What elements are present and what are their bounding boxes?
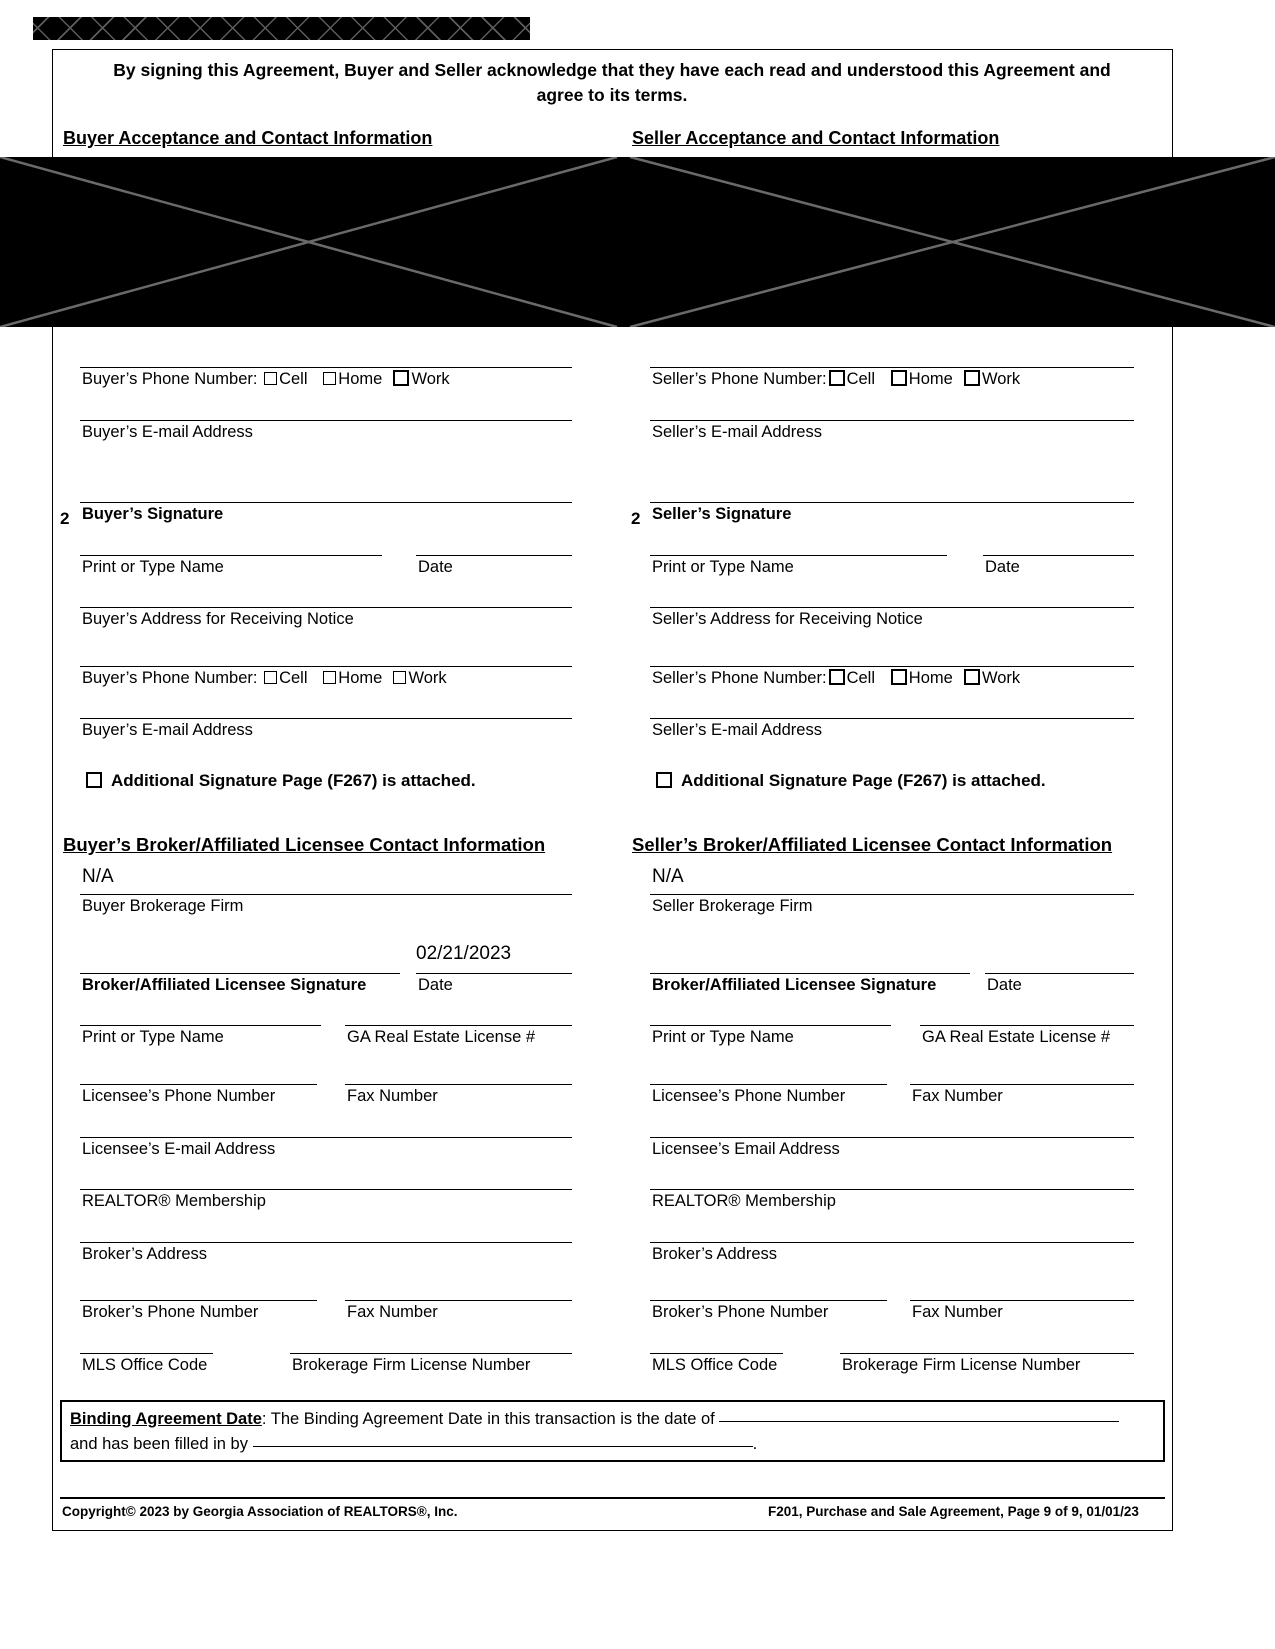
seller-phone-rule-2 [650,666,1134,667]
buyer-phone-rule-2 [80,666,572,667]
binding-agreement-title: Binding Agreement Date [70,1410,262,1428]
buyer-licensee-fax-label: Fax Number [347,1087,438,1105]
buyer-signature-rule [80,502,572,503]
seller-date-rule [983,555,1134,556]
buyer-phone-rule [80,367,572,368]
seller-mls-office-code-rule [650,1353,783,1354]
seller-broker-fax-label: Fax Number [912,1303,1003,1321]
acknowledgement-statement: By signing this Agreement, Buyer and Seller acknowledge that they have each read and understood this Agreement and agree to its terms. [113,60,1111,105]
seller-phone-label-2: Seller’s Phone Number: [652,669,827,687]
buyer-licensee-phone-label: Licensee’s Phone Number [82,1087,276,1105]
buyer-mls-office-code-rule [80,1353,213,1354]
buyer-broker-address-label: Broker’s Address [82,1245,208,1263]
seller-email-rule-2 [650,718,1134,719]
buyer-broker-date-value: 02/21/2023 [416,943,512,964]
buyer-brokerage-license-rule [290,1353,572,1354]
binding-agreement-line-2 [70,1432,757,1454]
buyer-acceptance-heading: Buyer Acceptance and Contact Information [63,128,433,148]
seller-broker-print-name-label: Print or Type Name [652,1028,794,1046]
buyer-realtor-membership-rule [80,1189,572,1190]
buyer-signature-label: Buyer’s Signature [82,505,224,523]
buyer-broker-phone-rule [80,1300,317,1301]
seller-broker-fax-rule [910,1300,1134,1301]
buyer-additional-signature-label: Additional Signature Page (F267) is attached. [111,771,476,790]
seller-mls-office-code-label: MLS Office Code [652,1356,778,1374]
seller-email-rule [650,420,1134,421]
buyer-broker-phone-label: Broker’s Phone Number [82,1303,259,1321]
seller-realtor-membership-rule [650,1189,1134,1190]
seller-phone-cell-checkbox[interactable] [829,370,845,386]
seller-phone-label: Seller’s Phone Number: [652,370,827,388]
seller-broker-phone-rule [650,1300,887,1301]
buyer-broker-license-label: GA Real Estate License # [347,1028,536,1046]
seller-phone-cell-label-2: Cell [846,669,876,687]
seller-print-name-label: Print or Type Name [652,558,794,576]
seller-address-rule [650,607,1134,608]
buyer-email-label-2: Buyer’s E-mail Address [82,721,253,739]
redaction-hatch-pattern [33,17,530,40]
buyer-phone-label-group [82,369,450,389]
binding-agreement-date-input[interactable] [719,1407,1119,1422]
footer-divider [60,1497,1165,1499]
seller-address-label: Seller’s Address for Receiving Notice [652,610,923,628]
buyer-realtor-membership-label: REALTOR® Membership [82,1192,266,1210]
seller-signature-number: 2 [631,509,641,528]
buyer-address-rule [80,607,572,608]
buyer-phone-work-label: Work [411,370,450,388]
seller-additional-signature-checkbox[interactable] [656,772,672,788]
buyer-broker-signature-label: Broker/Affiliated Licensee Signature [82,976,367,994]
seller-brokerage-license-rule [840,1353,1134,1354]
buyer-additional-signature-checkbox[interactable] [86,772,102,788]
buyer-address-label: Buyer’s Address for Receiving Notice [82,610,354,628]
seller-brokerage-firm-value: N/A [652,866,684,887]
seller-licensee-fax-label: Fax Number [912,1087,1003,1105]
seller-broker-address-label: Broker’s Address [652,1245,778,1263]
buyer-signature-number: 2 [60,509,70,528]
buyer-print-name-label: Print or Type Name [82,558,224,576]
buyer-broker-date-rule [416,973,572,974]
buyer-brokerage-firm-rule [80,894,572,895]
buyer-date-label: Date [418,558,453,576]
buyer-mls-office-code-label: MLS Office Code [82,1356,208,1374]
buyer-email-label: Buyer’s E-mail Address [82,423,253,441]
seller-phone-home-checkbox[interactable] [891,370,907,386]
buyer-phone-home-checkbox[interactable] [323,372,336,385]
buyer-phone-home-checkbox-2[interactable] [323,671,336,684]
buyer-additional-signature-page-row[interactable] [84,771,476,791]
binding-agreement-line-1 [70,1407,1119,1429]
redaction-mark-top [33,17,530,40]
buyer-broker-fax-rule [345,1300,572,1301]
seller-brokerage-license-label: Brokerage Firm License Number [842,1356,1081,1374]
binding-agreement-line-2-suffix: . [752,1435,758,1453]
buyer-phone-cell-label: Cell [279,370,308,388]
seller-phone-work-checkbox-2[interactable] [964,669,980,685]
buyer-phone-cell-checkbox[interactable] [264,372,277,385]
seller-licensee-fax-rule [910,1084,1134,1085]
buyer-broker-date-label: Date [418,976,453,994]
binding-agreement-line-2-text: and has been filled in by [70,1435,248,1453]
buyer-broker-address-rule [80,1242,572,1243]
seller-broker-address-rule [650,1242,1134,1243]
seller-broker-date-label: Date [987,976,1022,994]
buyer-date-rule [416,555,572,556]
seller-licensee-phone-label: Licensee’s Phone Number [652,1087,846,1105]
buyer-phone-cell-label-2: Cell [279,669,308,687]
buyer-phone-work-checkbox-2[interactable] [393,671,406,684]
buyer-broker-print-name-rule [80,1025,321,1026]
seller-signature-rule [650,502,1134,503]
binding-agreement-line-1-text: : The Binding Agreement Date in this transaction is the date of [261,1410,715,1428]
buyer-phone-label-2: Buyer’s Phone Number: [82,669,258,687]
redaction-mark-signature-block [0,157,1275,327]
seller-additional-signature-page-row[interactable] [654,771,1046,791]
buyer-brokerage-firm-value: N/A [82,866,114,887]
seller-phone-work-label-2: Work [981,669,1021,687]
seller-broker-print-name-rule [650,1025,891,1026]
buyer-broker-heading: Buyer’s Broker/Affiliated Licensee Contact Information [63,834,546,855]
seller-print-name-rule [650,555,947,556]
buyer-phone-cell-checkbox-2[interactable] [264,671,277,684]
buyer-email-rule [80,420,572,421]
seller-phone-work-checkbox[interactable] [964,370,980,386]
seller-phone-cell-label: Cell [846,370,876,388]
seller-acceptance-heading: Seller Acceptance and Contact Information [632,128,1000,148]
seller-signature-label: Seller’s Signature [652,505,792,523]
buyer-phone-label: Buyer’s Phone Number: [82,370,258,388]
buyer-email-rule-2 [80,718,572,719]
seller-phone-label-group-2 [652,668,1020,688]
buyer-brokerage-license-label: Brokerage Firm License Number [292,1356,531,1374]
buyer-broker-fax-label: Fax Number [347,1303,438,1321]
buyer-print-name-rule [80,555,382,556]
seller-phone-work-label: Work [981,370,1021,388]
seller-phone-home-label: Home [908,370,953,388]
seller-broker-signature-rule [650,973,970,974]
buyer-licensee-email-rule [80,1137,572,1138]
redaction-cross-lines [0,157,1275,327]
seller-broker-license-rule [920,1025,1134,1026]
seller-realtor-membership-label: REALTOR® Membership [652,1192,836,1210]
buyer-licensee-email-label: Licensee’s E-mail Address [82,1140,276,1158]
seller-email-label-2: Seller’s E-mail Address [652,721,822,739]
seller-phone-cell-checkbox-2[interactable] [829,669,845,685]
seller-additional-signature-label: Additional Signature Page (F267) is attached. [681,771,1046,790]
buyer-broker-print-name-label: Print or Type Name [82,1028,224,1046]
seller-broker-date-rule [985,973,1134,974]
seller-email-label: Seller’s E-mail Address [652,423,822,441]
seller-broker-license-label: GA Real Estate License # [922,1028,1111,1046]
buyer-phone-home-label: Home [338,370,383,388]
seller-broker-signature-label: Broker/Affiliated Licensee Signature [652,976,937,994]
buyer-broker-license-rule [345,1025,572,1026]
buyer-phone-label-group-2 [82,668,447,688]
seller-date-label: Date [985,558,1020,576]
seller-brokerage-firm-label: Seller Brokerage Firm [652,897,813,915]
buyer-licensee-fax-rule [345,1084,572,1085]
buyer-phone-work-checkbox[interactable] [393,370,409,386]
seller-brokerage-firm-rule [650,894,1134,895]
binding-agreement-box [60,1400,1165,1462]
seller-phone-rule [650,367,1134,368]
buyer-broker-signature-rule [80,973,400,974]
buyer-brokerage-firm-label: Buyer Brokerage Firm [82,897,244,915]
seller-phone-home-label-2: Home [908,669,953,687]
buyer-phone-work-label-2: Work [408,669,447,687]
seller-phone-home-checkbox-2[interactable] [891,669,907,685]
seller-broker-phone-label: Broker’s Phone Number [652,1303,829,1321]
seller-licensee-email-rule [650,1137,1134,1138]
binding-agreement-filled-by-input[interactable] [253,1432,753,1447]
buyer-licensee-phone-rule [80,1084,317,1085]
seller-broker-heading: Seller’s Broker/Affiliated Licensee Contact Information [632,834,1113,855]
seller-licensee-phone-rule [650,1084,887,1085]
seller-licensee-email-label: Licensee’s Email Address [652,1140,840,1158]
seller-phone-label-group [652,369,1020,389]
footer-copyright: Copyright© 2023 by Georgia Association of REALTORS®, Inc. [62,1504,458,1519]
buyer-phone-home-label-2: Home [338,669,383,687]
footer-form-info: F201, Purchase and Sale Agreement, Page 9 of 9, 01/01/23 [768,1504,1139,1519]
